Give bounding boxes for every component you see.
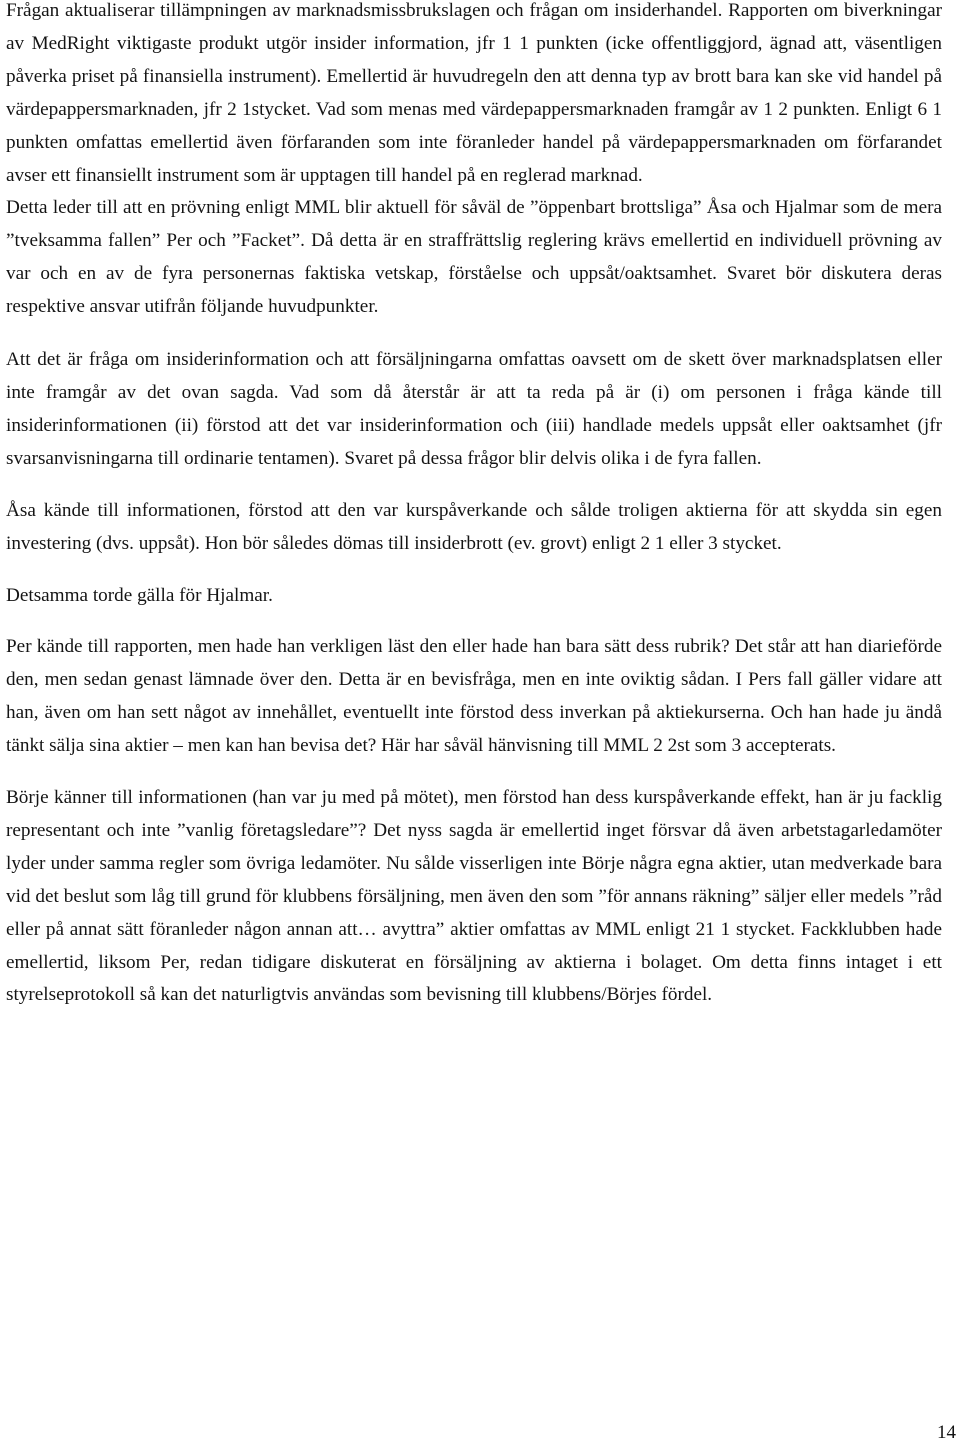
page-number: 14 (937, 1422, 956, 1443)
paragraph-borje: Börje känner till informationen (han var ju med på mötet), men förstod han dess kurspåverkande effekt, han är ju facklig representant och inte ”vanlig företagsledare”? Det nyss sagda är emellertid inget försvar då även arbetstagarledamöter lyder under samma regler som övriga ledamöter. Nu sålde visserligen inte Börje några egna aktier, utan medverkade bara vid det beslut som låg till grund för klubbens försäljning, men även den som ”för annans räkning” säljer eller medels ”råd eller på annat sätt föranleder någon annan att… avyttra” aktier omfattas av MML enligt 21 1 stycket. Fackklubben hade emellertid, liksom Per, redan tidigare diskuterat en försäljning av aktierna i bolaget. Om detta finns intaget i ett styrelseprotokoll så kan det naturligtvis användas som bevisning till klubbens/Börjes fördel. (6, 787, 942, 1006)
paragraph-individual-assessment: Detta leder till att en prövning enligt MML blir aktuell för såväl de ”öppenbart brottsliga” Åsa och Hjalmar som de mera ”tveksamma fallen” Per och ”Facket”. Då detta är en straffrättslig reglering krävs emellertid en individuell prövning av var och en av de fyra personernas faktiska vetskap, förståelse och uppsåt/oaktsamhet. Svaret bör diskutera deras respektive ansvar utifrån följande huvudpunkter. (6, 197, 942, 318)
paragraph-per: Per kände till rapporten, men hade han verkligen läst den eller hade han bara sätt dess rubrik? Det står att han diarieförde den, men sedan genast lämnade över den. Detta är en bevisfråga, men en inte oviktig sådan. I Pers fall gäller vidare att han, även om han sett något av innehållet, eventuellt inte förstod dess inverkan på aktiekurserna. Och han hade ju ändå tänkt sälja sina aktier – men kan han bevisa det? Här har såväl hänvisning till MML 2 2st som 3 accepterats. (6, 636, 942, 757)
paragraph-remaining-questions: Att det är fråga om insiderinformation och att försäljningarna omfattas oavsett om de skett över marknadsplatsen eller inte framgår av det ovan sagda. Vad som då återstår är att ta reda på är (i) om personen i fråga kände till insiderinformationen (ii) förstod att det var insiderinformation och (iii) handlade medels uppsåt eller oaktsamhet (jfr svarsanvisningarna till ordinarie tentamen). Svaret på dessa frågor blir delvis olika i de fyra fallen. (6, 349, 942, 469)
paragraph-insider-context: Frågan aktualiserar tillämpningen av marknadsmissbrukslagen och frågan om insiderhandel. Rapporten om biverkningar av MedRight viktigaste produkt utgör insider information, jfr 1 1 punkten (icke offentliggjord, ägnad att, väsentligen påverka priset på finansiella instrument). Emellertid är huvudregeln den att denna typ av brott bara kan ske vid handel på värdepappersmarknaden, jfr 2 1stycket. Vad som menas med värdepappersmarknaden framgår av 1 2 punkten. Enligt 6 1 punkten omfattas emellertid även förfaranden som inte föranleder handel på värdepappersmarknaden om förfarandet avser ett finansiellt instrument som är upptagen till handel på en reglerad marknad. (6, 0, 942, 186)
document-page (6, 0, 942, 1448)
paragraph-asa: Åsa kände till informationen, förstod att den var kurspåverkande och sålde troligen aktierna för att skydda sin egen investering (dvs. uppsåt). Hon bör således dömas till insiderbrott (ev. grovt) enligt 2 1 eller 3 stycket. (6, 499, 942, 554)
paragraph-hjalmar: Detsamma torde gälla för Hjalmar. (6, 584, 273, 606)
